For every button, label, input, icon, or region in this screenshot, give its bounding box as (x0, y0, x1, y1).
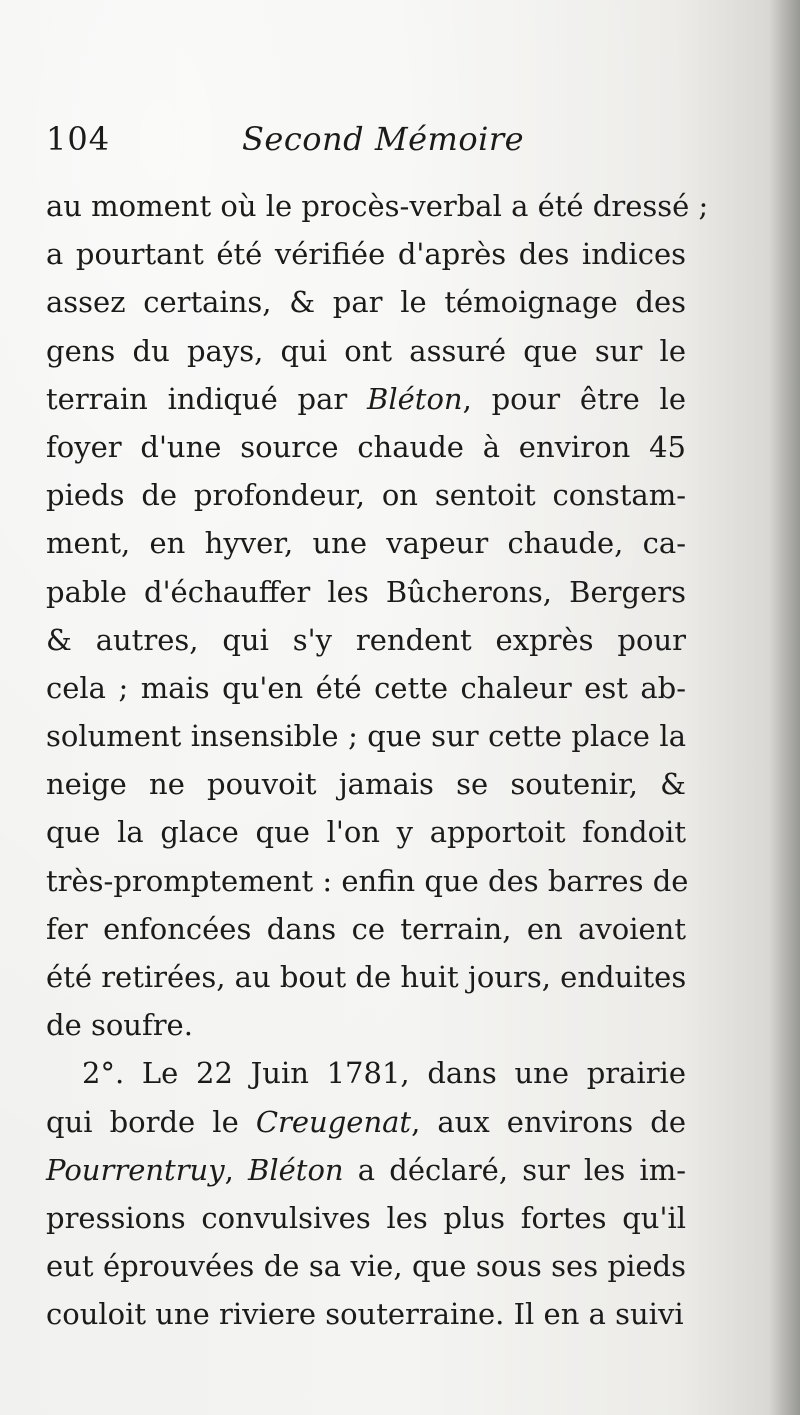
text-run: cela ; mais qu'en été cette chaleur est ab- (46, 670, 686, 705)
text-run: de soufre. (46, 1008, 193, 1043)
text-run: qui borde le (46, 1104, 256, 1139)
text-run: terrain indiqué par (46, 381, 368, 416)
italic-text: Creugenat (255, 1104, 412, 1139)
text-line (46, 953, 686, 1001)
text-line (46, 278, 686, 326)
text-line (46, 519, 686, 567)
text-line (46, 1098, 686, 1146)
text-line (46, 808, 686, 856)
text-run: été retirées, au bout de huit jours, enduites (46, 960, 687, 994)
text-run: 2°. Le 22 Juin 1781, dans une prairie (82, 1056, 686, 1091)
text-line (46, 712, 686, 760)
text-run: couloit une riviere souterraine. Il en a suivi (46, 1297, 684, 1332)
italic-text: Bléton (367, 381, 463, 416)
text-run: très-promptement : enfin que des barres de (46, 863, 689, 898)
text-run: foyer d'une source chaude à environ 45 (46, 429, 686, 464)
text-line (46, 616, 686, 664)
body-text (46, 182, 709, 1339)
page-header (46, 120, 746, 170)
text-line (46, 423, 686, 471)
text-line (46, 1194, 686, 1242)
text-line (46, 1146, 686, 1194)
text-line (46, 857, 689, 905)
text-line (46, 905, 686, 953)
text-run: a déclaré, sur les im- (343, 1152, 686, 1187)
text-line (46, 1049, 686, 1097)
text-line (46, 182, 709, 230)
text-run: eut éprouvées de sa vie, que sous ses pieds (46, 1249, 686, 1284)
running-title: Second Mémoire (242, 120, 525, 158)
text-run: a pourtant été vérifiée d'après des indices (46, 237, 686, 272)
text-run: & autres, qui s'y rendent exprès pour (46, 622, 686, 657)
text-run: , (224, 1152, 249, 1187)
italic-text: Bléton (248, 1152, 344, 1187)
text-run: pressions convulsives les plus fortes qu'il (46, 1200, 686, 1235)
italic-text: Pourrentruy (46, 1152, 225, 1187)
page-number: 104 (46, 120, 111, 158)
text-run: neige ne pouvoit jamais se soutenir, & (46, 767, 686, 802)
text-line (46, 375, 686, 423)
text-run: gens du pays, qui ont assuré que sur le (46, 333, 686, 368)
text-run: ment, en hyver, une vapeur chaude, ca- (46, 526, 686, 561)
text-line (46, 760, 686, 808)
text-line (46, 1242, 686, 1290)
text-line (46, 1290, 686, 1338)
text-line (46, 664, 686, 712)
text-run: pieds de profondeur, on sentoit constam- (46, 478, 686, 513)
text-run: assez certains, & par le témoignage des (46, 285, 686, 320)
text-line (46, 568, 686, 616)
text-run: fer enfoncées dans ce terrain, en avoient (46, 911, 686, 946)
text-line (46, 1001, 686, 1049)
text-run: pable d'échauffer les Bûcherons, Bergers (46, 574, 686, 609)
text-run: que la glace que l'on y apportoit fondoit (46, 815, 686, 850)
page-edge-shadow (770, 0, 800, 1415)
text-run: au moment où le procès-verbal a été dressé ; (46, 189, 709, 223)
text-run: , pour être le (462, 381, 686, 416)
text-run: solument insensible ; que sur cette place la (46, 719, 686, 754)
text-line (46, 471, 686, 519)
text-line (46, 327, 686, 375)
text-run: , aux environs de (411, 1104, 686, 1139)
text-line (46, 230, 686, 278)
